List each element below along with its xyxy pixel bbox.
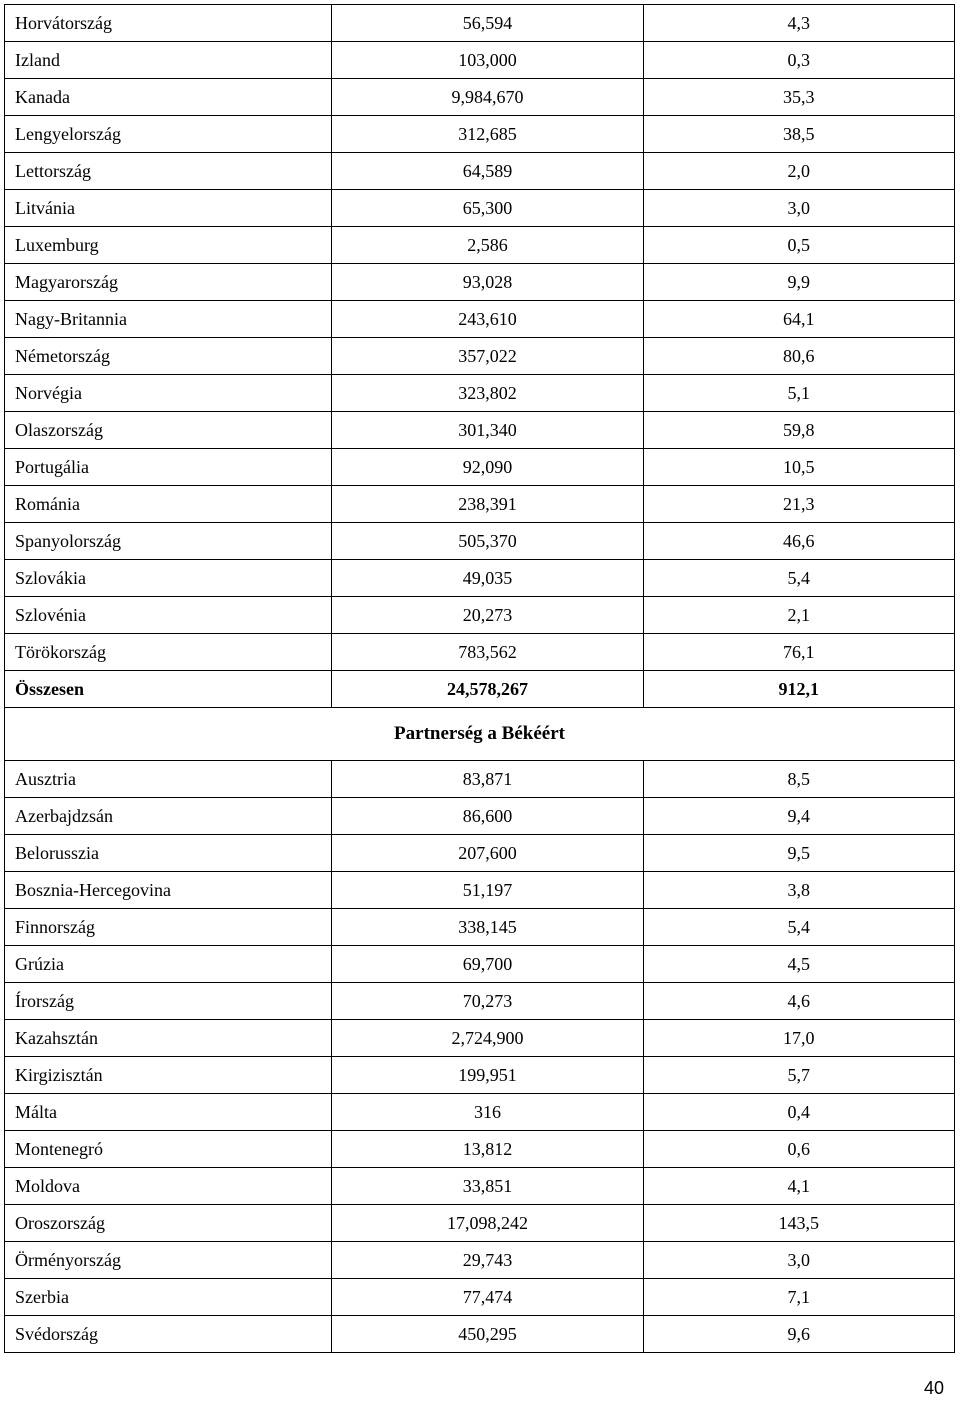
country-cell: Montenegró xyxy=(5,1131,332,1168)
population-cell: 0,6 xyxy=(643,1131,954,1168)
area-cell: 70,273 xyxy=(332,983,643,1020)
table-row xyxy=(5,1242,955,1279)
area-cell: 13,812 xyxy=(332,1131,643,1168)
area-cell: 65,300 xyxy=(332,190,643,227)
population-cell: 4,5 xyxy=(643,946,954,983)
table-row xyxy=(5,153,955,190)
table-row xyxy=(5,1205,955,1242)
table-row xyxy=(5,983,955,1020)
area-cell: 783,562 xyxy=(332,634,643,671)
country-cell: Spanyolország xyxy=(5,523,332,560)
table-row xyxy=(5,1094,955,1131)
country-cell: Finnország xyxy=(5,909,332,946)
population-cell: 3,0 xyxy=(643,1242,954,1279)
table-row xyxy=(5,1057,955,1094)
table-row xyxy=(5,835,955,872)
area-cell: 207,600 xyxy=(332,835,643,872)
area-cell: 357,022 xyxy=(332,338,643,375)
table-row xyxy=(5,449,955,486)
area-cell: 29,743 xyxy=(332,1242,643,1279)
country-cell: Írország xyxy=(5,983,332,1020)
country-cell: Ausztria xyxy=(5,761,332,798)
area-cell: 338,145 xyxy=(332,909,643,946)
area-cell: 64,589 xyxy=(332,153,643,190)
area-cell: 2,586 xyxy=(332,227,643,264)
table-row xyxy=(5,1316,955,1353)
area-cell: 92,090 xyxy=(332,449,643,486)
area-cell: 69,700 xyxy=(332,946,643,983)
table-row xyxy=(5,1279,955,1316)
area-cell: 83,871 xyxy=(332,761,643,798)
area-cell: 56,594 xyxy=(332,5,643,42)
country-cell: Luxemburg xyxy=(5,227,332,264)
table-row xyxy=(5,560,955,597)
country-cell: Oroszország xyxy=(5,1205,332,1242)
total-row xyxy=(5,671,955,708)
population-cell: 7,1 xyxy=(643,1279,954,1316)
population-cell: 5,7 xyxy=(643,1057,954,1094)
area-cell: 316 xyxy=(332,1094,643,1131)
area-cell: 33,851 xyxy=(332,1168,643,1205)
population-cell: 3,8 xyxy=(643,872,954,909)
area-cell: 301,340 xyxy=(332,412,643,449)
table-row xyxy=(5,798,955,835)
table-row xyxy=(5,1131,955,1168)
country-cell: Szerbia xyxy=(5,1279,332,1316)
table-row xyxy=(5,227,955,264)
population-cell: 5,4 xyxy=(643,560,954,597)
table-row xyxy=(5,523,955,560)
country-table xyxy=(4,4,955,1353)
population-cell: 9,9 xyxy=(643,264,954,301)
population-cell: 0,4 xyxy=(643,1094,954,1131)
population-cell: 143,5 xyxy=(643,1205,954,1242)
country-cell: Románia xyxy=(5,486,332,523)
country-cell: Litvánia xyxy=(5,190,332,227)
page-number: 40 xyxy=(923,1378,944,1398)
table-row xyxy=(5,338,955,375)
population-cell: 17,0 xyxy=(643,1020,954,1057)
country-cell: Horvátország xyxy=(5,5,332,42)
country-cell: Grúzia xyxy=(5,946,332,983)
country-cell: Németország xyxy=(5,338,332,375)
area-cell: 103,000 xyxy=(332,42,643,79)
population-cell: 21,3 xyxy=(643,486,954,523)
population-cell: 0,5 xyxy=(643,227,954,264)
population-cell: 38,5 xyxy=(643,116,954,153)
table-row xyxy=(5,264,955,301)
country-cell: Azerbajdzsán xyxy=(5,798,332,835)
area-cell: 323,802 xyxy=(332,375,643,412)
country-cell: Moldova xyxy=(5,1168,332,1205)
table-row xyxy=(5,301,955,338)
table-row xyxy=(5,5,955,42)
population-cell: 5,4 xyxy=(643,909,954,946)
country-cell: Olaszország xyxy=(5,412,332,449)
country-cell: Lengyelország xyxy=(5,116,332,153)
population-cell: 9,4 xyxy=(643,798,954,835)
section-title: Partnerség a Békéért xyxy=(5,708,955,761)
country-cell: Szlovénia xyxy=(5,597,332,634)
table-row xyxy=(5,909,955,946)
population-cell: 46,6 xyxy=(643,523,954,560)
country-cell: Magyarország xyxy=(5,264,332,301)
table-row xyxy=(5,634,955,671)
total-label: Összesen xyxy=(5,671,332,708)
table-body xyxy=(5,5,955,1353)
area-cell: 86,600 xyxy=(332,798,643,835)
population-cell: 0,3 xyxy=(643,42,954,79)
area-cell: 20,273 xyxy=(332,597,643,634)
country-cell: Kazahsztán xyxy=(5,1020,332,1057)
population-cell: 4,3 xyxy=(643,5,954,42)
section-header-row xyxy=(5,708,955,761)
country-cell: Bosznia-Hercegovina xyxy=(5,872,332,909)
population-cell: 59,8 xyxy=(643,412,954,449)
total-population: 912,1 xyxy=(643,671,954,708)
population-cell: 8,5 xyxy=(643,761,954,798)
population-cell: 10,5 xyxy=(643,449,954,486)
area-cell: 238,391 xyxy=(332,486,643,523)
population-cell: 9,6 xyxy=(643,1316,954,1353)
population-cell: 4,1 xyxy=(643,1168,954,1205)
table-row xyxy=(5,42,955,79)
area-cell: 49,035 xyxy=(332,560,643,597)
table-row xyxy=(5,375,955,412)
population-cell: 2,0 xyxy=(643,153,954,190)
population-cell: 2,1 xyxy=(643,597,954,634)
country-cell: Törökország xyxy=(5,634,332,671)
country-cell: Málta xyxy=(5,1094,332,1131)
area-cell: 243,610 xyxy=(332,301,643,338)
area-cell: 51,197 xyxy=(332,872,643,909)
country-cell: Kirgizisztán xyxy=(5,1057,332,1094)
area-cell: 9,984,670 xyxy=(332,79,643,116)
country-cell: Portugália xyxy=(5,449,332,486)
table-row xyxy=(5,486,955,523)
country-cell: Svédország xyxy=(5,1316,332,1353)
area-cell: 17,098,242 xyxy=(332,1205,643,1242)
population-cell: 4,6 xyxy=(643,983,954,1020)
area-cell: 505,370 xyxy=(332,523,643,560)
table-row xyxy=(5,190,955,227)
table-row xyxy=(5,412,955,449)
country-cell: Nagy-Britannia xyxy=(5,301,332,338)
area-cell: 199,951 xyxy=(332,1057,643,1094)
country-cell: Lettország xyxy=(5,153,332,190)
population-cell: 35,3 xyxy=(643,79,954,116)
table-row xyxy=(5,872,955,909)
area-cell: 2,724,900 xyxy=(332,1020,643,1057)
country-cell: Örményország xyxy=(5,1242,332,1279)
population-cell: 3,0 xyxy=(643,190,954,227)
population-cell: 9,5 xyxy=(643,835,954,872)
population-cell: 80,6 xyxy=(643,338,954,375)
population-cell: 5,1 xyxy=(643,375,954,412)
country-cell: Norvégia xyxy=(5,375,332,412)
table-row xyxy=(5,1020,955,1057)
table-row xyxy=(5,597,955,634)
table-row xyxy=(5,116,955,153)
country-cell: Belorusszia xyxy=(5,835,332,872)
table-row xyxy=(5,761,955,798)
area-cell: 450,295 xyxy=(332,1316,643,1353)
table-row xyxy=(5,946,955,983)
population-cell: 64,1 xyxy=(643,301,954,338)
table-row xyxy=(5,1168,955,1205)
area-cell: 312,685 xyxy=(332,116,643,153)
table-row xyxy=(5,79,955,116)
population-cell: 76,1 xyxy=(643,634,954,671)
country-cell: Izland xyxy=(5,42,332,79)
area-cell: 77,474 xyxy=(332,1279,643,1316)
country-cell: Kanada xyxy=(5,79,332,116)
area-cell: 93,028 xyxy=(332,264,643,301)
total-area: 24,578,267 xyxy=(332,671,643,708)
country-cell: Szlovákia xyxy=(5,560,332,597)
